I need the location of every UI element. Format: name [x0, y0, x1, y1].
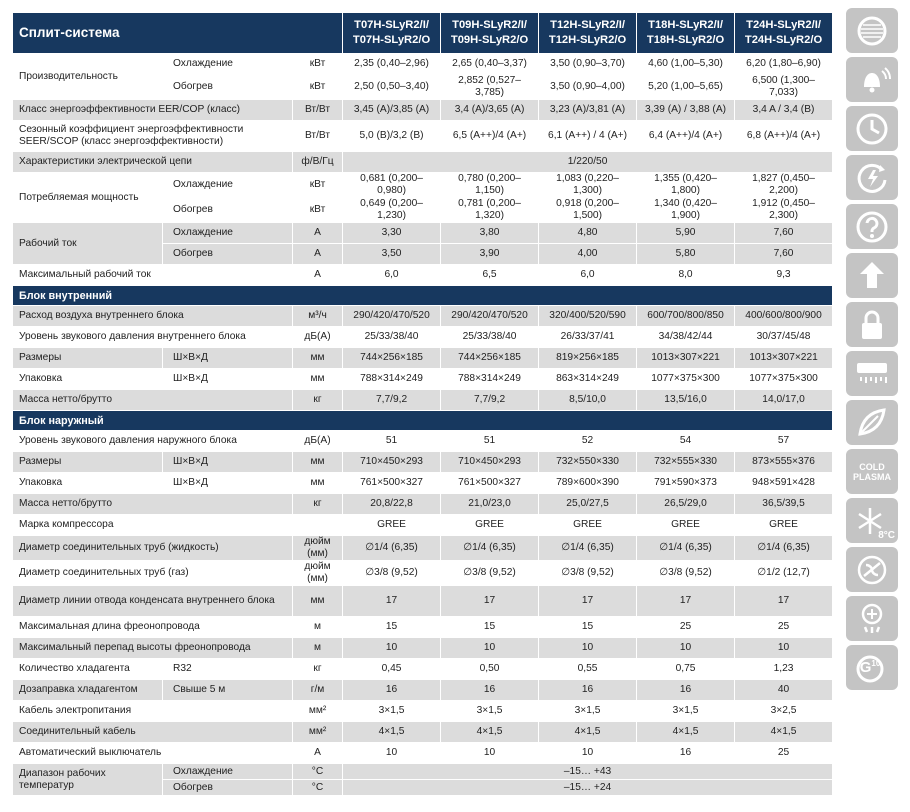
value-cell: 788×314×249 [441, 369, 539, 390]
model-header [735, 13, 833, 54]
row-sublabel: Охлаждение [163, 223, 293, 244]
value-cell: 14,0/17,0 [735, 390, 833, 411]
value-cell: GREE [343, 515, 441, 536]
row-unit: °С [293, 780, 343, 796]
value-cell: 10 [539, 638, 637, 659]
row-unit: °С [293, 764, 343, 780]
model-name-line: T09H-SLyR2/I/ [452, 19, 527, 31]
cold-plasma-label: COLD PLASMA [853, 461, 891, 482]
row-label: Соединительный кабель [13, 722, 293, 743]
row-unit: мм² [293, 722, 343, 743]
table-row [13, 152, 833, 173]
section-header-row [13, 411, 833, 431]
row-unit: мм [293, 586, 343, 617]
value-cell: 4,60 (1,00–5,30) [637, 54, 735, 75]
feature-icons-column [846, 8, 898, 694]
value-cell: 744×256×185 [441, 348, 539, 369]
table-row [13, 369, 833, 390]
value-cell: 25,0/27,5 [539, 494, 637, 515]
model-header [343, 13, 441, 54]
value-cell: 6,8 (A++)/4 (A+) [735, 121, 833, 152]
row-unit: мм [293, 473, 343, 494]
value-cell: 25 [637, 617, 735, 638]
row-unit: А [293, 265, 343, 286]
row-label: Дозаправка хладагентом [13, 680, 163, 701]
value-cell: 6,4 (A++)/4 (A+) [637, 121, 735, 152]
value-cell: 3,30 [343, 223, 441, 244]
value-cell: 21,0/23,0 [441, 494, 539, 515]
value-cell: 2,852 (0,527–3,785) [441, 75, 539, 100]
value-cell: 3,50 (0,90–3,70) [539, 54, 637, 75]
table-row [13, 586, 833, 617]
row-label: Марка компрессора [13, 515, 293, 536]
cold-plasma-icon [846, 449, 898, 494]
value-cell: 5,80 [637, 244, 735, 265]
g10-label [860, 659, 881, 676]
table-row [13, 348, 833, 369]
value-cell: 1013×307×221 [735, 348, 833, 369]
value-cell: 0,781 (0,200–1,320) [441, 198, 539, 223]
fan-fresh-icon [846, 547, 898, 592]
value-cell: 819×256×185 [539, 348, 637, 369]
row-sublabel: Свыше 5 м [163, 680, 293, 701]
value-cell: 3,39 (A) / 3,88 (A) [637, 100, 735, 121]
value-cell: 290/420/470/520 [343, 306, 441, 327]
value-cell: 788×314×249 [343, 369, 441, 390]
value-cell: 13,5/16,0 [637, 390, 735, 411]
row-label: Автоматический выключатель [13, 743, 293, 764]
row-unit: дюйм (мм) [293, 536, 343, 561]
value-cell: 8,0 [637, 265, 735, 286]
row-label: Максимальный перепад высоты фреонопровода [13, 638, 293, 659]
table-row [13, 515, 833, 536]
value-cell: 290/420/470/520 [441, 306, 539, 327]
model-name-line: T07H-SLyR2/I/ [354, 19, 429, 31]
value-cell: 16 [441, 680, 539, 701]
value-cell: 10 [539, 743, 637, 764]
model-name-line: T09H-SLyR2/O [450, 34, 529, 46]
row-label: Рабочий ток [13, 223, 163, 265]
leaf-icon [846, 400, 898, 445]
row-label: Сезонный коэффициент энергоэффективности SEER/SCOP (класс энергоэффективности) [13, 121, 293, 152]
row-unit: кВт [293, 198, 343, 223]
value-cell: 6,5 [441, 265, 539, 286]
row-label: Диаметр соединительных труб (жидкость) [13, 536, 293, 561]
value-cell: 4×1,5 [441, 722, 539, 743]
value-cell: 1,083 (0,220–1,300) [539, 173, 637, 198]
value-cell: 791×590×373 [637, 473, 735, 494]
value-cell: 5,20 (1,00–5,65) [637, 75, 735, 100]
value-cell: 3×1,5 [441, 701, 539, 722]
spec-table [12, 12, 833, 796]
row-label: Размеры [13, 348, 163, 369]
value-cell: 8,5/10,0 [539, 390, 637, 411]
value-cell: 0,55 [539, 659, 637, 680]
row-label: Характеристики электрической цепи [13, 152, 293, 173]
value-cell: 6,20 (1,80–6,90) [735, 54, 833, 75]
value-cell: 3,80 [441, 223, 539, 244]
merged-value-cell: 1/220/50 [343, 152, 833, 173]
row-unit: кВт [293, 75, 343, 100]
row-label: Размеры [13, 452, 163, 473]
value-cell: ∅1/4 (6,35) [441, 536, 539, 561]
value-cell: 1,355 (0,420–1,800) [637, 173, 735, 198]
value-cell: 17 [343, 586, 441, 617]
value-cell: 1,340 (0,420–1,900) [637, 198, 735, 223]
row-label: Диапазон рабочих температур [13, 764, 163, 796]
row-sublabel: Обогрев [163, 198, 293, 223]
row-label: Масса нетто/брутто [13, 390, 293, 411]
help-icon [846, 204, 898, 249]
value-cell: 51 [441, 431, 539, 452]
value-cell: 3,4 (A)/3,65 (A) [441, 100, 539, 121]
row-label: Производительность [13, 54, 163, 100]
table-row [13, 390, 833, 411]
value-cell: 3×1,5 [539, 701, 637, 722]
value-cell: 0,45 [343, 659, 441, 680]
table-row [13, 743, 833, 764]
lock-icon [846, 302, 898, 347]
value-cell: 34/38/42/44 [637, 327, 735, 348]
value-cell: 7,7/9,2 [441, 390, 539, 411]
value-cell: ∅1/2 (12,7) [735, 561, 833, 586]
row-label: Уровень звукового давления наружного блока [13, 431, 293, 452]
row-sublabel: Ш×В×Д [163, 452, 293, 473]
row-label: Диаметр соединительных труб (газ) [13, 561, 293, 586]
table-row [13, 617, 833, 638]
value-cell: ∅3/8 (9,52) [343, 561, 441, 586]
value-cell: ∅3/8 (9,52) [539, 561, 637, 586]
value-cell: 3×1,5 [637, 701, 735, 722]
g10-letter: G [859, 659, 872, 676]
table-row [13, 306, 833, 327]
model-name-line: T12H-SLyR2/I/ [550, 19, 625, 31]
value-cell: 710×450×293 [343, 452, 441, 473]
temp-label: 8°C [878, 530, 895, 541]
row-sublabel: Охлаждение [163, 764, 293, 780]
value-cell: 15 [539, 617, 637, 638]
model-name-line: T24H-SLyR2/I/ [746, 19, 821, 31]
row-unit: мм [293, 369, 343, 390]
section-header-row [13, 286, 833, 306]
model-name-line: T24H-SLyR2/O [744, 34, 823, 46]
model-name-line: T12H-SLyR2/O [548, 34, 627, 46]
value-cell: 1077×375×300 [637, 369, 735, 390]
value-cell: 0,681 (0,200–0,980) [343, 173, 441, 198]
value-cell: GREE [637, 515, 735, 536]
value-cell: 16 [637, 743, 735, 764]
value-cell: 873×555×376 [735, 452, 833, 473]
row-unit: мм² [293, 701, 343, 722]
value-cell: 0,649 (0,200–1,230) [343, 198, 441, 223]
value-cell: 4×1,5 [637, 722, 735, 743]
row-label: Максимальный рабочий ток [13, 265, 293, 286]
value-cell: 10 [343, 638, 441, 659]
value-cell: 25/33/38/40 [441, 327, 539, 348]
value-cell: 36,5/39,5 [735, 494, 833, 515]
value-cell: 7,60 [735, 244, 833, 265]
value-cell: 761×500×327 [441, 473, 539, 494]
value-cell: 52 [539, 431, 637, 452]
merged-value-cell: –15… +43 [343, 764, 833, 780]
row-unit: м [293, 617, 343, 638]
value-cell: 5,0 (B)/3,2 (B) [343, 121, 441, 152]
table-row [13, 659, 833, 680]
self-clean-icon [846, 596, 898, 641]
value-cell: 25 [735, 743, 833, 764]
row-label: Масса нетто/брутто [13, 494, 293, 515]
value-cell: 9,3 [735, 265, 833, 286]
value-cell: 948×591×428 [735, 473, 833, 494]
value-cell: 3,4 A / 3,4 (B) [735, 100, 833, 121]
value-cell: ∅1/4 (6,35) [637, 536, 735, 561]
drip-icon [846, 351, 898, 396]
row-label: Класс энергоэффективности EER/COP (класс) [13, 100, 293, 121]
value-cell: 15 [343, 617, 441, 638]
value-cell: 3,90 [441, 244, 539, 265]
value-cell: 4×1,5 [735, 722, 833, 743]
table-row [13, 536, 833, 561]
section-title: Блок внутренний [13, 286, 833, 306]
value-cell: 1077×375×300 [735, 369, 833, 390]
value-cell: 5,90 [637, 223, 735, 244]
value-cell: 10 [343, 743, 441, 764]
row-sublabel: Ш×В×Д [163, 473, 293, 494]
bell-sound-icon [846, 57, 898, 102]
value-cell: 0,50 [441, 659, 539, 680]
value-cell: 54 [637, 431, 735, 452]
row-label: Упаковка [13, 369, 163, 390]
row-sublabel: Обогрев [163, 780, 293, 796]
table-row [13, 100, 833, 121]
value-cell: 0,75 [637, 659, 735, 680]
table-row [13, 265, 833, 286]
section-title: Блок наружный [13, 411, 833, 431]
table-row [13, 638, 833, 659]
table-title: Сплит-система [13, 13, 343, 54]
row-unit: дБ(А) [293, 327, 343, 348]
value-cell: ∅1/4 (6,35) [539, 536, 637, 561]
row-sublabel: Охлаждение [163, 173, 293, 198]
value-cell: 30/37/45/48 [735, 327, 833, 348]
row-unit: мм [293, 348, 343, 369]
value-cell: 40 [735, 680, 833, 701]
model-header [441, 13, 539, 54]
row-unit: г/м [293, 680, 343, 701]
row-unit: кг [293, 494, 343, 515]
value-cell: 6,5 (A++)/4 (A+) [441, 121, 539, 152]
value-cell: 6,0 [539, 265, 637, 286]
row-sublabel: Обогрев [163, 244, 293, 265]
row-label: Диаметр линии отвода конденсата внутреннего блока [13, 586, 293, 617]
value-cell: 57 [735, 431, 833, 452]
value-cell: 51 [343, 431, 441, 452]
value-cell: GREE [735, 515, 833, 536]
table-row [13, 764, 833, 780]
row-unit: мм [293, 452, 343, 473]
value-cell: 17 [637, 586, 735, 617]
snowflake-8c-icon [846, 498, 898, 543]
value-cell: 1,23 [735, 659, 833, 680]
table-row [13, 327, 833, 348]
value-cell: 6,0 [343, 265, 441, 286]
value-cell: 2,50 (0,50–3,40) [343, 75, 441, 100]
value-cell: 17 [735, 586, 833, 617]
value-cell: 26,5/29,0 [637, 494, 735, 515]
value-cell: 25 [735, 617, 833, 638]
table-row [13, 173, 833, 198]
value-cell: 732×555×330 [637, 452, 735, 473]
value-cell: 600/700/800/850 [637, 306, 735, 327]
row-unit: ф/В/Гц [293, 152, 343, 173]
row-label: Расход воздуха внутреннего блока [13, 306, 293, 327]
value-cell: 2,35 (0,40–2,96) [343, 54, 441, 75]
value-cell: 0,918 (0,200–1,500) [539, 198, 637, 223]
g10-number: 10 [871, 659, 881, 668]
value-cell: 6,500 (1,300–7,033) [735, 75, 833, 100]
value-cell: ∅3/8 (9,52) [441, 561, 539, 586]
row-unit: м³/ч [293, 306, 343, 327]
row-sublabel: Охлаждение [163, 54, 293, 75]
table-row [13, 494, 833, 515]
row-unit: Вт/Вт [293, 121, 343, 152]
merged-value-cell: –15… +24 [343, 780, 833, 796]
row-unit: А [293, 244, 343, 265]
value-cell: 17 [441, 586, 539, 617]
value-cell: 1013×307×221 [637, 348, 735, 369]
sun-fan-icon [846, 8, 898, 53]
value-cell: 863×314×249 [539, 369, 637, 390]
table-row [13, 431, 833, 452]
table-row [13, 701, 833, 722]
value-cell: 20,8/22,8 [343, 494, 441, 515]
table-row [13, 54, 833, 75]
row-unit: А [293, 743, 343, 764]
row-label: Потребляемая мощность [13, 173, 163, 223]
row-unit: дБ(А) [293, 431, 343, 452]
value-cell: 0,780 (0,200–1,150) [441, 173, 539, 198]
row-unit: кВт [293, 54, 343, 75]
table-row [13, 561, 833, 586]
value-cell: 10 [637, 638, 735, 659]
row-label: Максимальная длина фреонопровода [13, 617, 293, 638]
value-cell: ∅1/4 (6,35) [735, 536, 833, 561]
value-cell: 1,827 (0,450–2,200) [735, 173, 833, 198]
value-cell: 26/33/37/41 [539, 327, 637, 348]
value-cell: ∅3/8 (9,52) [637, 561, 735, 586]
value-cell: 17 [539, 586, 637, 617]
value-cell: 3×1,5 [343, 701, 441, 722]
row-unit: кг [293, 390, 343, 411]
row-unit: м [293, 638, 343, 659]
model-name-line: T18H-SLyR2/I/ [648, 19, 723, 31]
row-unit: кг [293, 659, 343, 680]
value-cell: 7,7/9,2 [343, 390, 441, 411]
table-row [13, 452, 833, 473]
model-name-line: T07H-SLyR2/O [352, 34, 431, 46]
model-header [637, 13, 735, 54]
value-cell: 10 [735, 638, 833, 659]
table-row [13, 473, 833, 494]
row-sublabel: Ш×В×Д [163, 369, 293, 390]
table-row [13, 223, 833, 244]
value-cell: 4×1,5 [539, 722, 637, 743]
table-header-row [13, 13, 833, 54]
row-label: Количество хладагента [13, 659, 163, 680]
value-cell: 2,65 (0,40–3,37) [441, 54, 539, 75]
value-cell: 16 [343, 680, 441, 701]
row-sublabel: R32 [163, 659, 293, 680]
row-sublabel: Обогрев [163, 75, 293, 100]
value-cell: 10 [441, 743, 539, 764]
row-label: Уровень звукового давления внутреннего блока [13, 327, 293, 348]
value-cell: 16 [637, 680, 735, 701]
model-header [539, 13, 637, 54]
value-cell: 15 [441, 617, 539, 638]
row-unit: кВт [293, 173, 343, 198]
row-unit: Вт/Вт [293, 100, 343, 121]
model-name-line: T18H-SLyR2/O [646, 34, 725, 46]
value-cell: 4,80 [539, 223, 637, 244]
value-cell: 25/33/38/40 [343, 327, 441, 348]
row-unit [293, 515, 343, 536]
row-unit: дюйм (мм) [293, 561, 343, 586]
value-cell: 16 [539, 680, 637, 701]
value-cell: 3,50 (0,90–4,00) [539, 75, 637, 100]
table-row [13, 722, 833, 743]
row-unit: А [293, 223, 343, 244]
value-cell: 710×450×293 [441, 452, 539, 473]
g10-icon [846, 645, 898, 690]
row-label: Кабель электропитания [13, 701, 293, 722]
value-cell: 4×1,5 [343, 722, 441, 743]
arrow-up-house-icon [846, 253, 898, 298]
value-cell: 7,60 [735, 223, 833, 244]
clock-icon [846, 106, 898, 151]
value-cell: GREE [539, 515, 637, 536]
value-cell: 3,50 [343, 244, 441, 265]
value-cell: 761×500×327 [343, 473, 441, 494]
value-cell: 4,00 [539, 244, 637, 265]
value-cell: 789×600×390 [539, 473, 637, 494]
value-cell: 3×2,5 [735, 701, 833, 722]
value-cell: GREE [441, 515, 539, 536]
table-row [13, 680, 833, 701]
value-cell: 3,45 (A)/3,85 (A) [343, 100, 441, 121]
value-cell: 732×550×330 [539, 452, 637, 473]
value-cell: 1,912 (0,450–2,300) [735, 198, 833, 223]
value-cell: 400/600/800/900 [735, 306, 833, 327]
value-cell: 320/400/520/590 [539, 306, 637, 327]
row-label: Упаковка [13, 473, 163, 494]
value-cell: 744×256×185 [343, 348, 441, 369]
row-sublabel: Ш×В×Д [163, 348, 293, 369]
table-row [13, 121, 833, 152]
value-cell: 6,1 (A++) / 4 (A+) [539, 121, 637, 152]
value-cell: 10 [441, 638, 539, 659]
value-cell: ∅1/4 (6,35) [343, 536, 441, 561]
turbo-icon [846, 155, 898, 200]
value-cell: 3,23 (A)/3,81 (A) [539, 100, 637, 121]
